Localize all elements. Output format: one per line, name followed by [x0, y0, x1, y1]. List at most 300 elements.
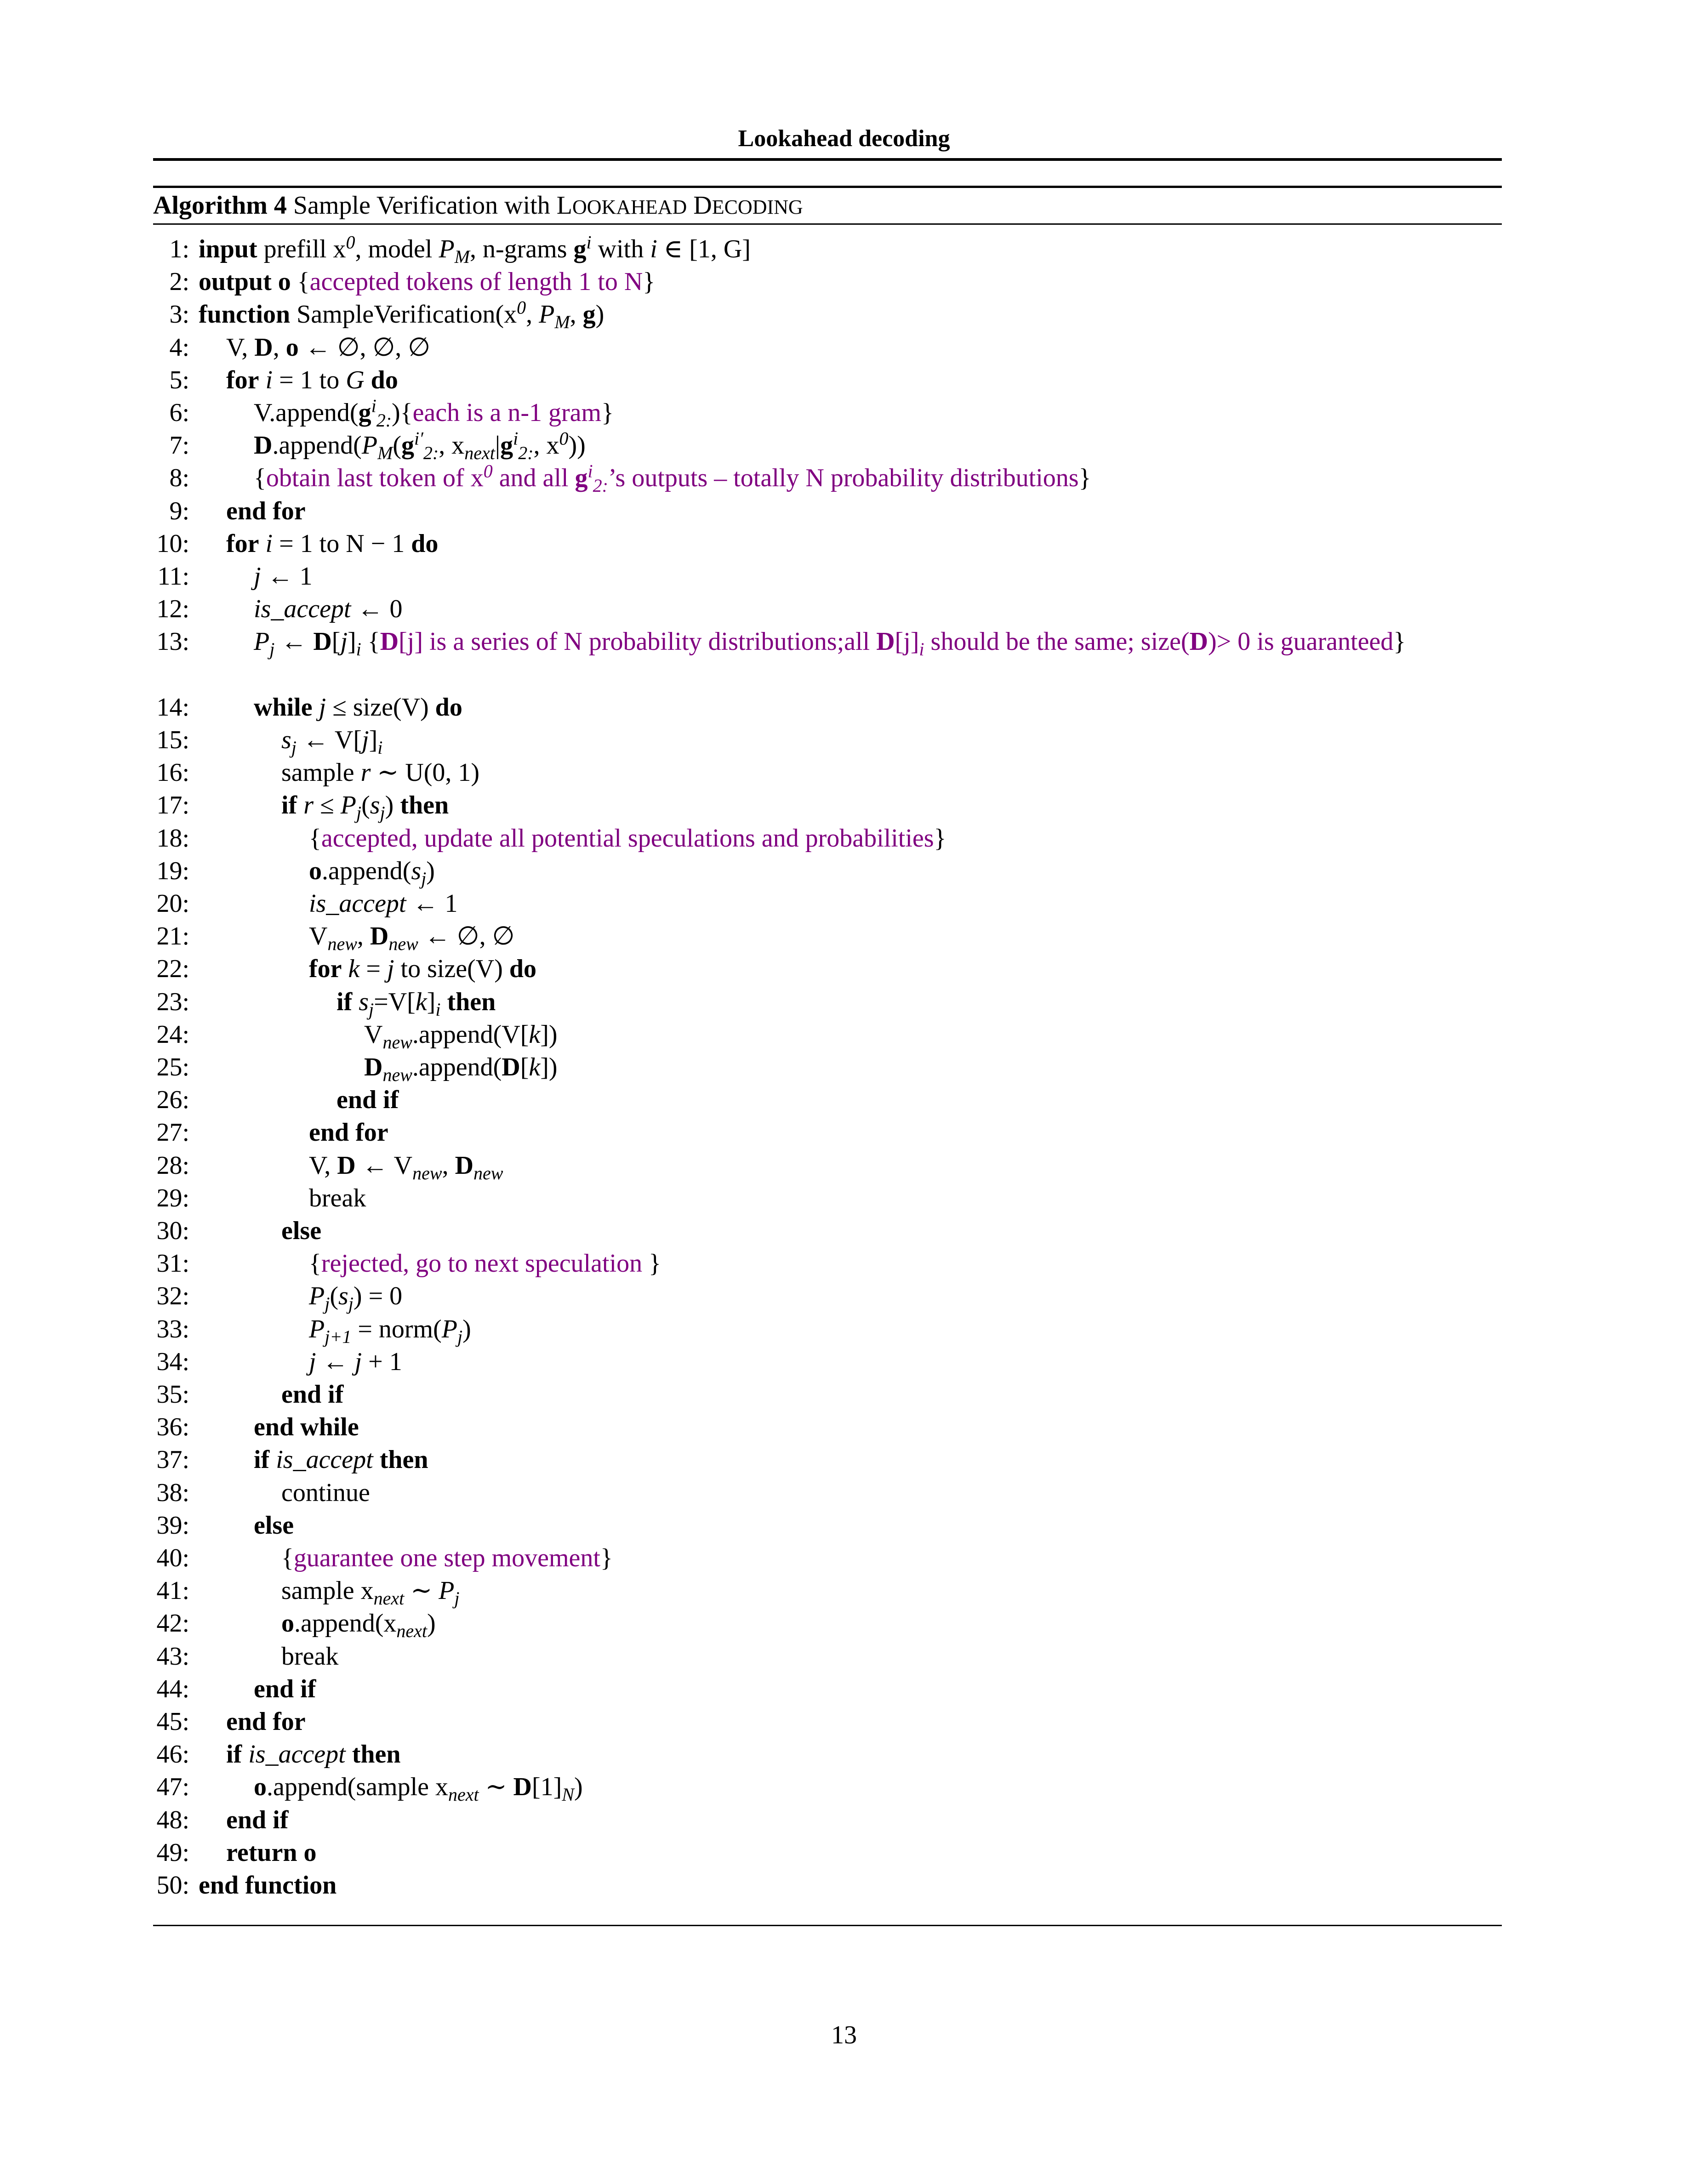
line-number: 16: — [156, 758, 189, 787]
line-code — [309, 887, 457, 920]
line-token: , n-grams — [470, 235, 574, 263]
line-token: i — [435, 999, 441, 1020]
line-token: accepted tokens of length 1 to N — [309, 267, 643, 296]
line-code — [309, 952, 536, 985]
line-token: end function — [199, 1871, 337, 1900]
line-code — [309, 1345, 402, 1378]
line-number: 13: — [156, 627, 189, 656]
line-token: k — [529, 1053, 541, 1081]
line-token: do — [435, 693, 462, 722]
line-token: new — [412, 1162, 442, 1183]
line-token: } — [601, 398, 614, 427]
line-token: j — [348, 1293, 354, 1314]
line-token: j — [380, 802, 385, 824]
line-code — [309, 1116, 388, 1149]
line-code — [254, 592, 402, 626]
line-token: 0 — [483, 461, 493, 482]
line-code — [309, 1182, 366, 1215]
line-token: )) — [568, 431, 586, 460]
line-token: for — [309, 955, 342, 984]
line-token: next — [396, 1621, 427, 1642]
line-token: + 1 — [362, 1347, 402, 1376]
line-token: V.append( — [254, 398, 359, 427]
line-number: 28: — [156, 1151, 189, 1180]
line-token: break — [309, 1183, 366, 1212]
line-code — [254, 560, 313, 593]
line-token: s — [370, 791, 380, 820]
line-token: ]) — [540, 1020, 558, 1049]
line-token: V — [309, 922, 328, 951]
line-number: 15: — [156, 726, 189, 754]
line-token: , — [570, 300, 583, 329]
line-number: 3: — [169, 300, 189, 329]
line-token: .append(V[ — [412, 1020, 529, 1049]
line-token: continue — [281, 1478, 370, 1507]
line-token: } — [1078, 464, 1091, 493]
line-token: k — [348, 955, 360, 984]
line-code — [254, 429, 586, 462]
line-token: D — [380, 627, 399, 656]
line-token: new — [382, 1031, 412, 1052]
line-token: j — [421, 868, 427, 889]
line-token: o — [278, 267, 291, 296]
line-number: 4: — [169, 333, 189, 362]
line-number: 21: — [156, 922, 189, 951]
line-token — [365, 366, 371, 394]
line-code — [199, 1869, 336, 1902]
line-token: } — [643, 267, 656, 296]
line-token: i — [371, 395, 376, 416]
line-token: j+1 — [325, 1326, 352, 1347]
line-token: ← ∅, ∅ — [418, 922, 515, 951]
line-token: s — [281, 726, 291, 754]
line-token: o — [309, 856, 322, 885]
line-number: 39: — [156, 1511, 189, 1540]
line-token: [ — [331, 627, 341, 656]
line-token: j — [356, 802, 362, 824]
line-token: ( — [330, 1282, 338, 1311]
line-token: P — [441, 1314, 457, 1343]
line-token: D — [254, 333, 273, 362]
line-token: prefill x — [257, 235, 346, 263]
line-token — [242, 1740, 248, 1769]
line-token: j — [319, 693, 326, 722]
line-token: SampleVerification(x — [290, 300, 517, 329]
line-token: ) — [385, 791, 400, 820]
line-token: .append(sample x — [267, 1773, 448, 1802]
algorithm-label: Algorithm 4 — [153, 191, 287, 220]
line-token: P — [361, 431, 378, 460]
line-token: if — [254, 1445, 270, 1474]
line-token: { — [309, 1249, 321, 1278]
line-code — [281, 1214, 321, 1247]
line-token: end for — [226, 496, 306, 525]
line-token: 0 — [559, 428, 569, 449]
line-token: end for — [226, 1707, 306, 1736]
line-code — [226, 1738, 401, 1771]
line-token: M — [554, 312, 570, 333]
line-token: j — [269, 639, 275, 660]
line-token: r — [360, 758, 371, 787]
line-token: input — [199, 235, 257, 263]
line-code — [226, 495, 306, 528]
line-token: D — [876, 627, 895, 656]
line-token: , — [273, 333, 286, 362]
line-number: 22: — [156, 955, 189, 984]
line-token: D — [1189, 627, 1208, 656]
line-token: ){ — [392, 398, 413, 427]
line-token: 2: — [518, 443, 534, 464]
line-token: s — [338, 1282, 348, 1311]
line-code — [254, 1509, 294, 1542]
line-token: each is a n-1 gram — [412, 398, 602, 427]
line-number: 44: — [156, 1674, 189, 1703]
line-token: j — [387, 955, 394, 984]
line-token: { — [291, 267, 310, 296]
line-code — [281, 789, 449, 822]
line-token: P — [539, 300, 555, 329]
line-number: 1: — [169, 235, 189, 263]
line-token: { — [361, 627, 380, 656]
line-token: new — [382, 1064, 412, 1086]
line-code — [226, 1705, 306, 1738]
line-number: 48: — [156, 1805, 189, 1834]
line-number: 10: — [156, 529, 189, 558]
line-code — [254, 1443, 428, 1476]
line-token: if — [336, 987, 353, 1016]
line-code — [281, 723, 382, 756]
line-token: ] — [348, 627, 356, 656]
line-code — [281, 756, 479, 789]
line-token: ← 1 — [261, 562, 313, 591]
line-token: is_accept — [254, 595, 351, 624]
line-code — [199, 298, 604, 331]
line-token: j — [340, 627, 348, 656]
line-token: g — [500, 431, 513, 460]
line-token — [352, 988, 359, 1016]
algorithm-bottom-rule — [153, 1925, 1502, 1926]
line-token: do — [509, 955, 537, 984]
line-token: o — [281, 1609, 294, 1638]
line-token: D — [337, 1151, 356, 1180]
line-token: if — [226, 1740, 242, 1769]
line-number: 6: — [169, 398, 189, 427]
line-token: i — [356, 639, 361, 660]
line-token: then — [400, 791, 449, 820]
line-token: end for — [309, 1118, 388, 1147]
line-number: 46: — [156, 1740, 189, 1769]
line-token: ’s outputs – totally N probability distributions — [608, 464, 1079, 493]
line-code — [309, 1149, 503, 1182]
line-token: g — [582, 300, 596, 329]
line-code — [226, 1836, 317, 1869]
line-token: P — [340, 791, 356, 820]
line-token: D — [313, 627, 332, 656]
line-token: ) = 0 — [353, 1282, 403, 1311]
line-token: ← ∅, ∅, ∅ — [298, 333, 431, 362]
line-code — [336, 1083, 399, 1116]
line-number: 18: — [156, 824, 189, 853]
line-token: { — [254, 464, 266, 493]
line-token: i — [377, 737, 383, 758]
line-number: 5: — [169, 365, 189, 394]
algorithm-title-segment: L — [556, 191, 572, 220]
line-number: 7: — [169, 431, 189, 460]
line-token: i — [587, 461, 593, 482]
line-token — [259, 366, 266, 394]
line-token: V — [364, 1020, 383, 1049]
line-token: for — [226, 365, 259, 394]
line-number: 26: — [156, 1086, 189, 1115]
line-token: o — [285, 333, 299, 362]
line-token: N — [562, 1784, 574, 1805]
line-token: P — [439, 235, 455, 263]
line-number: 19: — [156, 856, 189, 885]
line-token: then — [352, 1740, 401, 1769]
line-token: obtain last token of x — [266, 464, 484, 493]
line-token: ) — [574, 1773, 583, 1802]
line-token: g — [401, 431, 415, 460]
line-token: M — [454, 246, 470, 267]
line-token: do — [371, 365, 398, 394]
line-code — [336, 985, 496, 1018]
line-token: accepted, update all potential speculations and probabilities — [321, 824, 934, 853]
line-token: ( — [361, 791, 370, 820]
line-token: ∼ — [479, 1773, 513, 1802]
line-number: 45: — [156, 1707, 189, 1736]
line-token: return — [226, 1838, 297, 1867]
line-token: ]) — [540, 1053, 558, 1081]
line-token: new — [473, 1162, 503, 1183]
line-token: ← V[ — [296, 726, 362, 754]
line-number: 47: — [156, 1773, 189, 1802]
line-code — [309, 1280, 402, 1313]
line-token: 2: — [376, 410, 392, 431]
line-token: i — [650, 235, 657, 263]
line-token: end if — [336, 1086, 399, 1115]
line-token: next — [464, 443, 495, 464]
line-number: 32: — [156, 1282, 189, 1311]
line-code — [309, 854, 435, 887]
line-token: 2: — [593, 475, 608, 496]
line-token: k — [529, 1020, 541, 1049]
line-token: } — [600, 1544, 613, 1572]
line-number: 42: — [156, 1609, 189, 1638]
line-token: , — [357, 922, 370, 951]
line-token: end if — [281, 1380, 344, 1409]
line-token: P — [254, 627, 270, 656]
line-number: 41: — [156, 1576, 189, 1605]
line-token: ∼ U(0, 1) — [371, 758, 480, 787]
line-token: to size(V) — [394, 955, 509, 984]
line-token: j — [291, 737, 297, 758]
line-token: = — [359, 955, 387, 984]
line-code — [364, 1051, 558, 1084]
line-token: .append( — [322, 856, 411, 885]
line-token: ∼ — [404, 1576, 439, 1605]
line-code — [254, 625, 1502, 658]
line-number: 25: — [156, 1053, 189, 1081]
line-code — [281, 1476, 370, 1509]
line-code — [226, 1803, 288, 1837]
line-token: next — [448, 1784, 479, 1805]
line-number: 43: — [156, 1642, 189, 1671]
line-token — [269, 1445, 276, 1474]
line-token: i — [513, 428, 519, 449]
line-token: for — [226, 529, 259, 558]
line-number: 50: — [156, 1871, 189, 1900]
line-token: V, — [226, 333, 255, 362]
line-token: } — [1393, 627, 1406, 656]
line-token: ← — [274, 627, 314, 656]
line-token: [j] — [895, 627, 919, 656]
line-token: k — [415, 987, 427, 1016]
line-token: ← 1 — [406, 889, 458, 918]
line-token: guarantee one step movement — [293, 1544, 600, 1572]
line-number: 24: — [156, 1020, 189, 1049]
line-token: sample x — [281, 1576, 374, 1605]
line-token: ] — [369, 726, 378, 754]
algorithm-title-prefix: Sample Verification with — [293, 191, 557, 220]
line-token: { — [281, 1544, 294, 1572]
line-token: ≤ size(V) — [326, 693, 435, 722]
line-code — [254, 1770, 583, 1803]
line-token: j — [309, 1347, 316, 1376]
line-token: j — [325, 1293, 330, 1314]
line-token: , model — [355, 235, 439, 263]
line-token: i — [919, 639, 924, 660]
line-token: , — [526, 300, 539, 329]
line-token: i — [265, 529, 273, 558]
line-token: [1] — [531, 1773, 562, 1802]
line-token — [297, 791, 303, 819]
line-token: i — [586, 232, 592, 253]
line-token: P — [439, 1576, 455, 1605]
line-token: i — [265, 365, 273, 394]
line-token: , x — [439, 431, 465, 460]
line-token: M — [377, 443, 393, 464]
line-token: g — [573, 235, 587, 263]
line-token: g — [358, 398, 371, 427]
line-number: 14: — [156, 693, 189, 722]
line-token — [342, 955, 348, 983]
line-number: 9: — [169, 496, 189, 525]
line-token: ∈ [1, G] — [657, 235, 751, 263]
line-token: o — [303, 1838, 317, 1867]
line-token: r — [303, 791, 314, 820]
line-token: do — [411, 529, 439, 558]
line-token: end while — [254, 1413, 359, 1442]
line-code — [199, 233, 751, 266]
line-token: =V[ — [374, 987, 416, 1016]
line-token: D — [513, 1773, 532, 1802]
line-token: ) — [427, 1609, 436, 1638]
line-token: then — [379, 1445, 428, 1474]
line-token: ← — [316, 1347, 355, 1376]
line-token: 0 — [346, 232, 355, 253]
line-token: end if — [226, 1805, 289, 1834]
line-token: new — [388, 933, 418, 955]
line-number: 38: — [156, 1478, 189, 1507]
line-token: else — [281, 1217, 322, 1245]
line-token — [297, 1838, 304, 1867]
line-token: while — [254, 693, 313, 722]
line-number: 29: — [156, 1183, 189, 1212]
line-code — [364, 1018, 558, 1051]
line-token: with — [591, 235, 650, 263]
line-code — [226, 364, 398, 397]
line-code — [309, 822, 946, 855]
line-token: is_accept — [248, 1740, 346, 1769]
line-token: [ — [520, 1053, 529, 1081]
line-token: = norm( — [351, 1314, 442, 1343]
line-token: o — [254, 1773, 267, 1802]
line-token: = 1 to — [273, 365, 346, 394]
line-number: 8: — [169, 464, 189, 493]
line-token: j — [354, 1347, 362, 1376]
line-code — [281, 1541, 613, 1575]
line-code — [281, 1640, 338, 1673]
line-token: 0 — [517, 297, 526, 318]
line-token: | — [495, 431, 501, 460]
line-code — [254, 691, 462, 724]
line-token — [346, 1740, 352, 1769]
line-token: D — [364, 1053, 383, 1081]
line-token: [j] is a series of N probability distributions;all — [399, 627, 877, 656]
line-number: 12: — [156, 595, 189, 624]
line-token: and all — [492, 464, 575, 493]
running-head: Lookahead decoding — [738, 125, 950, 152]
algorithm-title-segment: D — [693, 191, 712, 220]
line-token: should be the same; size( — [924, 627, 1190, 656]
line-code — [254, 461, 1091, 495]
line-code — [226, 527, 438, 560]
line-token: D — [254, 431, 273, 460]
line-token: )> 0 is guaranteed — [1208, 627, 1394, 656]
line-token: .append( — [412, 1053, 502, 1081]
line-token: D — [455, 1151, 474, 1180]
line-code — [254, 396, 614, 429]
line-number: 17: — [156, 791, 189, 820]
line-code — [309, 920, 514, 953]
line-token: ← 0 — [351, 595, 403, 624]
line-token: then — [447, 987, 496, 1016]
algorithm-title-segment: OOKAHEAD — [572, 196, 687, 218]
line-token: G — [346, 365, 365, 394]
line-token: g — [575, 464, 588, 493]
line-code — [199, 265, 655, 298]
line-number: 2: — [169, 267, 189, 296]
line-token: if — [281, 791, 297, 820]
line-code — [309, 1247, 661, 1280]
page-number: 13 — [831, 2021, 857, 2049]
line-token: is_accept — [276, 1445, 373, 1474]
line-number: 20: — [156, 889, 189, 918]
line-token: ) — [426, 856, 435, 885]
line-token: ( — [393, 431, 402, 460]
line-token: ) — [595, 300, 604, 329]
line-token: s — [411, 856, 422, 885]
line-token: P — [309, 1282, 325, 1311]
line-code — [281, 1574, 460, 1607]
line-token: ≤ — [314, 791, 341, 820]
line-token: s — [359, 987, 369, 1016]
line-token: end if — [254, 1674, 316, 1703]
line-token: P — [309, 1314, 325, 1343]
line-number: 11: — [157, 562, 189, 591]
line-number: 23: — [156, 987, 189, 1016]
line-token: else — [254, 1511, 294, 1540]
